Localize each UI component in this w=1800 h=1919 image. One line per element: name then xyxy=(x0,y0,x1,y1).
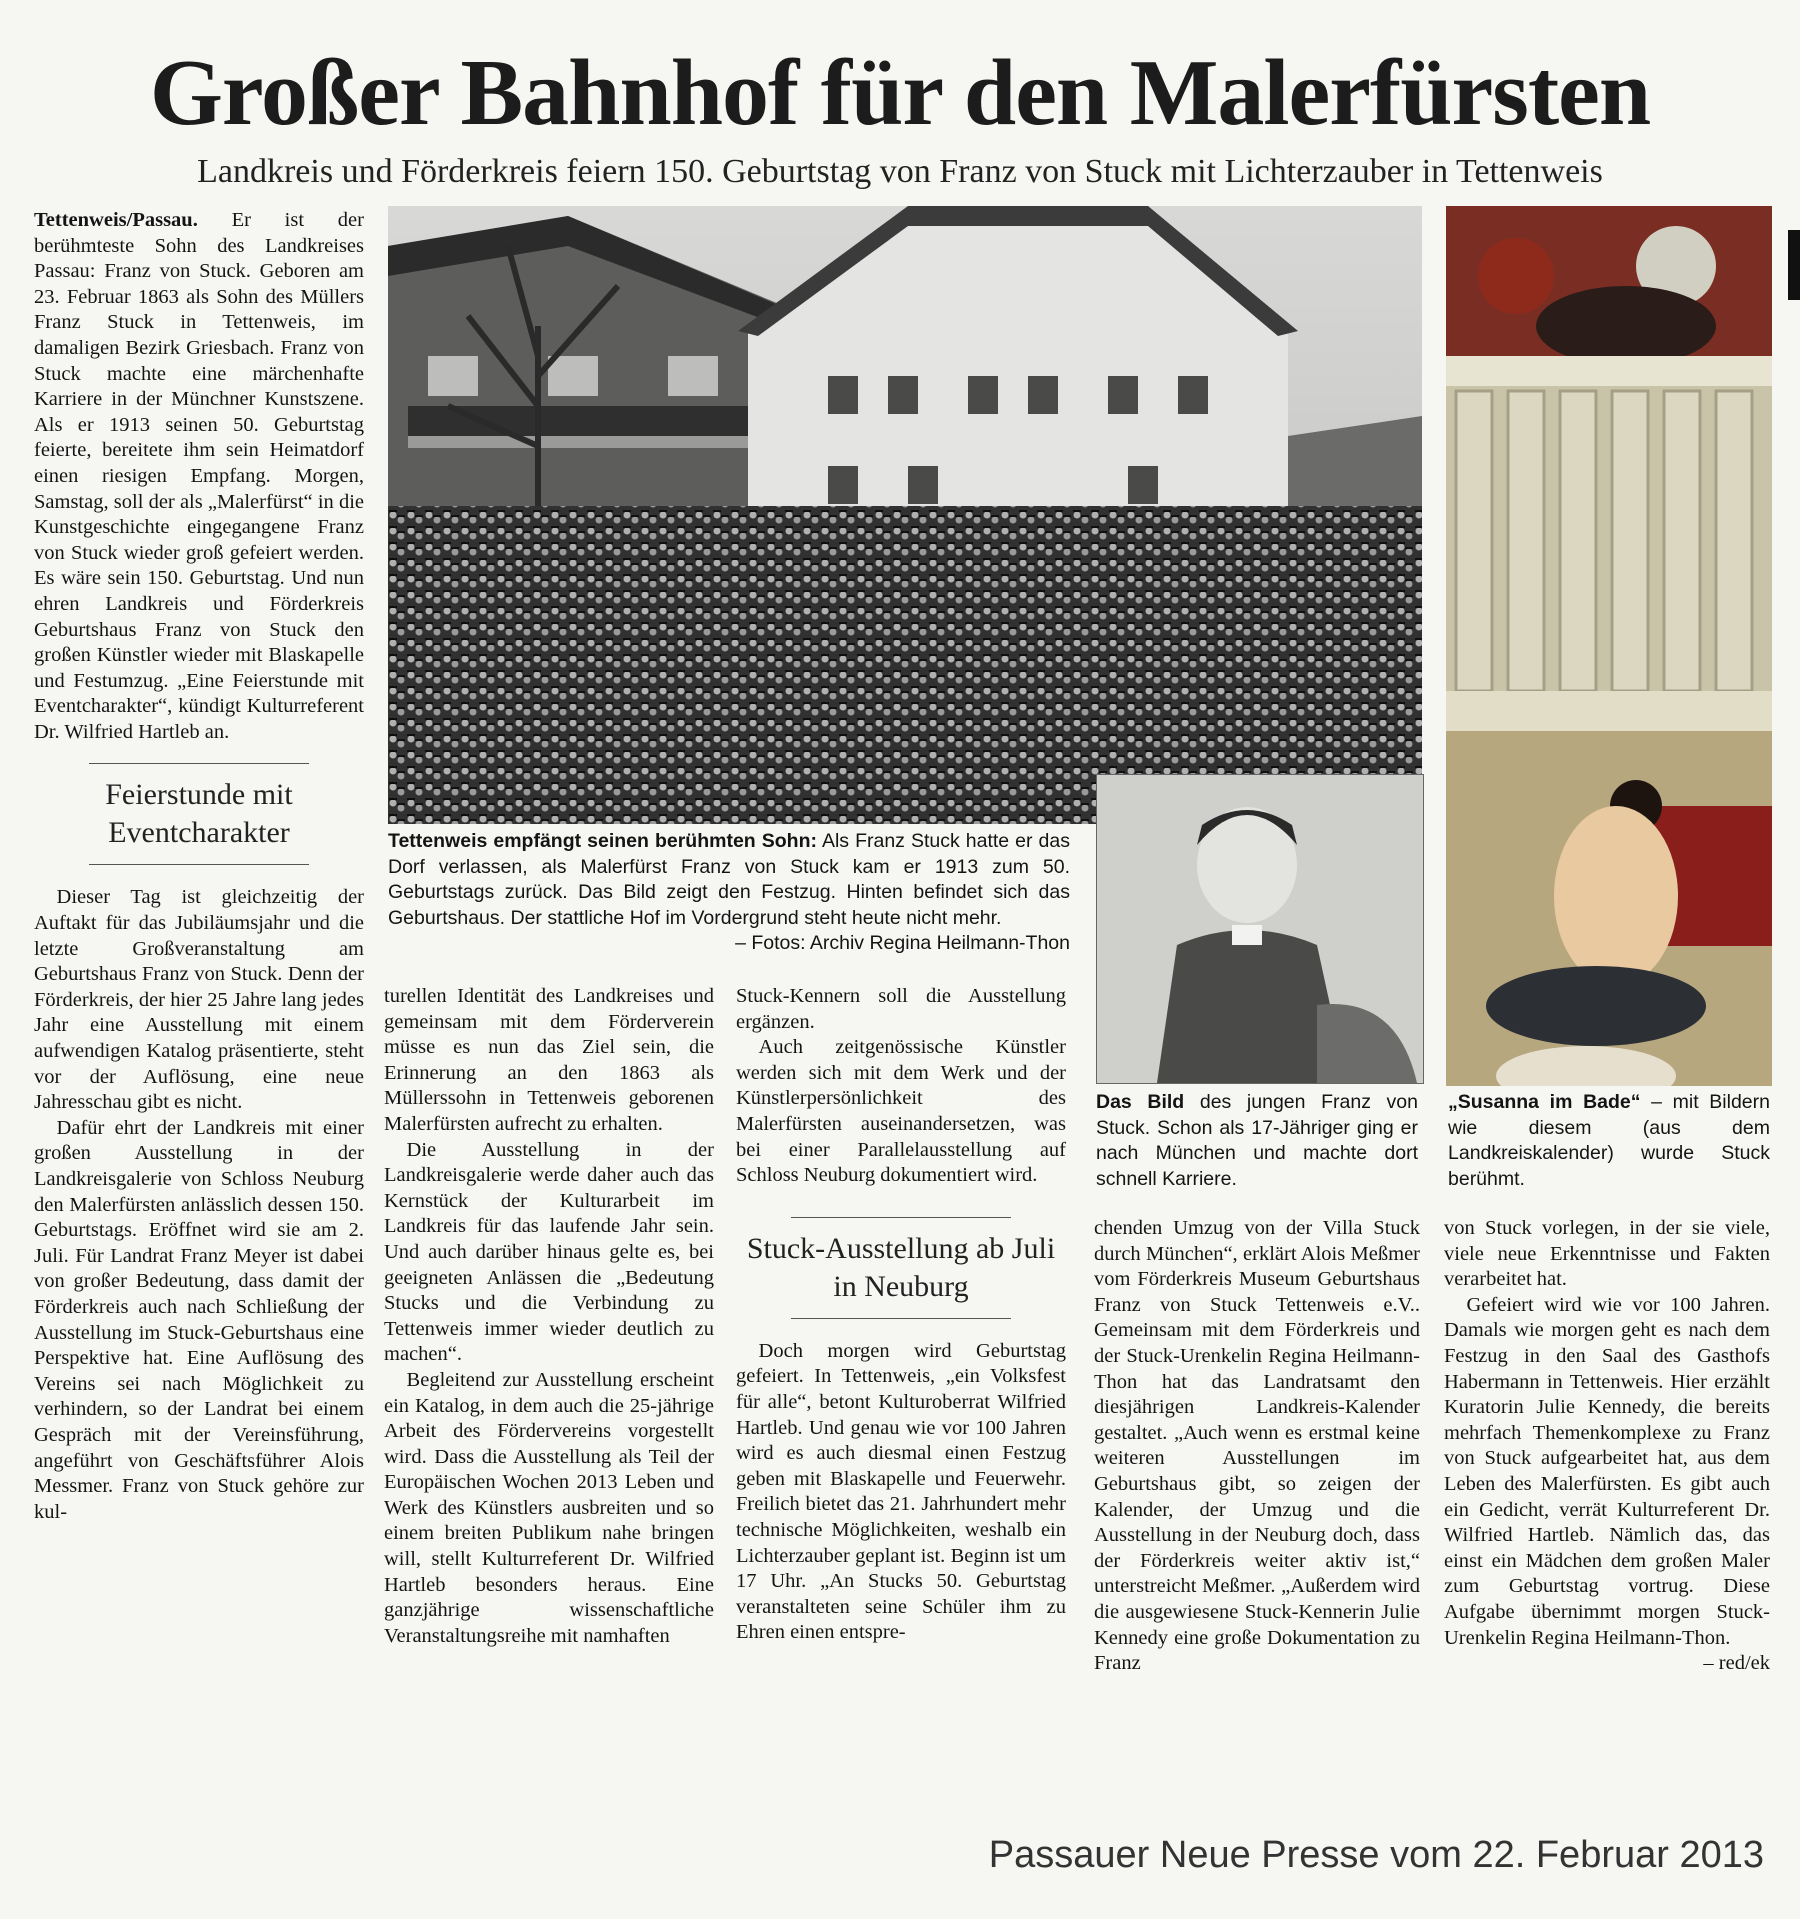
article-column-5 xyxy=(1444,1216,1770,1677)
subhead-stuck-ausstellung: Stuck-Ausstellung ab Juli in Neuburg xyxy=(746,1231,1056,1303)
subheadline: Landkreis und Förderkreis feiern 150. Geburtstag von Franz von Stuck mit Lichterzauber in Tettenweis xyxy=(197,153,1603,190)
article-column-2 xyxy=(384,984,714,1649)
article-column-3 xyxy=(736,984,1066,1646)
col1-paragraph-1: Dieser Tag ist gleichzeitig der Auftakt für das Jubiläumsjahr und die letzte Großveranstaltung am Geburtshaus Franz von Stuck. Denn der Förderkreis, der hier 25 Jahre lang jedes Jahr eine Ausstellung mit einem aufwendigen Katalog präsentierte, steht vor der Auflösung, eine neue Jahresschau gibt es nicht. xyxy=(34,886,364,1114)
col3-paragraph-1: Stuck-Kennern soll die Ausstellung ergänzen. xyxy=(736,985,1066,1033)
col5-paragraph-2: Gefeiert wird wie vor 100 Jahren. Damals wie morgen geht es nach dem Festzug in den Saal des Gasthofs Habermann in Tettenweis. Hier erzählt Kuratorin Julie Kennedy, die bereits mehrfach Themenkomplexe zu Franz von Stuck aufgearbeitet hat, aus dem Leben des Malerfürsten. Es gibt auch ein Gedicht, verrät Kulturreferent Dr. Wilfried Hartleb. Nämlich das, das einst ein Mädchen dem großen Maler zum Geburtstag vortrug. Diese Aufgabe übernimmt morgen Stuck-Urenkelin Regina Heilmann-Thon. xyxy=(1444,1293,1770,1649)
col2-paragraph-1: turellen Identität des Landkreises und gemeinsam mit dem Förderverein müsse es nun das Ziel sein, die Erinnerung an den 1863 als Müllerssohn in Tettenweis geborenen Malerfürsten aufrecht zu erhalten. xyxy=(384,985,714,1135)
caption-portrait-text: des jungen Franz von Stuck. Schon als 17-Jähriger ging er nach München und machte dort schnell Karriere. xyxy=(1096,1091,1418,1190)
col3-paragraph-3: Doch morgen wird Geburtstag gefeiert. In Tettenweis, „ein Volksfest für alle“, betont Kulturoberrat Wilfried Hartleb. Und genau wie vor 100 Jahren wird es auch diesmal einen Festzug geben mit Blaskapelle und Feuerwehr. Freilich bietet das 21. Jahrhundert mehr technische Möglichkeiten, weshalb ein Lichterzauber geplant ist. Beginn ist um 17 Uhr. „An Stucks 50. Geburtstag veranstalteten seine Schüler ihm zu Ehren einen entspre- xyxy=(736,1339,1066,1644)
photo-festzug-illustration xyxy=(388,206,1422,824)
dateline: Tettenweis/Passau. xyxy=(34,209,198,231)
author-signature: – red/ek xyxy=(1703,1652,1770,1675)
intro-text: Er ist der berühmteste Sohn des Landkreises Passau: Franz von Stuck. Geboren am 23. Februar 1863 als Sohn des Müllers Franz Stuck in Tettenweis, im damaligen Bezirk Griesbach. Franz von Stuck machte eine märchenhafte Karriere in der Münchner Kunstszene. Als er 1913 seinen 50. Geburtstag feierte, bereitete ihm sein Heimatdorf einen riesigen Empfang. Morgen, Samstag, soll der als „Malerfürst“ in die Kunstgeschichte eingegangene Franz von Stuck wieder groß gefeiert werden. Es wäre sein 150. Geburtstag. Und nun ehren Landkreis und Förderkreis Geburtshaus Franz von Stuck den großen Künstler wieder mit Blaskapelle und Festumzug. „Eine Feierstunde mit Eventcharakter“, kündigt Kulturreferent Dr. Wilfried Hartleb an. xyxy=(34,209,364,743)
caption-painting xyxy=(1448,1090,1770,1192)
col5-paragraph-1: von Stuck vorlegen, in der sie viele, viele neue Erkenntnisse und Fakten verarbeitet hat. xyxy=(1444,1217,1770,1291)
caption-portrait xyxy=(1096,1090,1418,1192)
painting-susanna-im-bade xyxy=(1446,206,1772,1086)
painting-illustration xyxy=(1446,206,1772,1086)
photo-festzug-1913 xyxy=(388,206,1422,824)
subhead-feierstunde: Feierstunde mit Eventcharakter xyxy=(105,778,293,850)
col2-paragraph-3: Begleitend zur Ausstellung erscheint ein Katalog, in dem auch die 25-jährige Arbeit des Fördervereins vorgestellt wird. Dass die Ausstellung als Teil der Europäischen Wochen 2013 Leben und Werk des Künstlers ausbreiten und so einem breiten Publikum nahe bringen will, stellt Kulturreferent Dr. Wilfried Hartleb besonders heraus. Eine ganzjährige wissenschaftliche Veranstaltungsreihe mit namhaften xyxy=(384,1368,714,1647)
scan-edge-mark xyxy=(1788,230,1800,300)
caption-main-text: Als Franz Stuck hatte er das Dorf verlassen, als Malerfürst Franz von Stuck kam er 1913 zum 50. Geburtstags zurück. Das Bild zeigt den Festzug. Hinten befindet sich das Geburtshaus. Der stattliche Hof im Vordergrund steht heute nicht mehr. xyxy=(388,830,1070,929)
caption-portrait-lead: Das Bild xyxy=(1096,1091,1185,1113)
article-column-4 xyxy=(1094,1216,1420,1677)
col1-paragraph-2: Dafür ehrt der Landkreis mit einer großen Ausstellung in der Landkreisgalerie von Schloss Neuburg den Malerfürsten anlässlich dessen 150. Geburtstags. Eröffnet wird sie am 2. Juli. Für Landrat Franz Meyer ist dabei von großer Bedeutung, dass damit der Förderkreis auch nach Schließung der Ausstellung im Stuck-Geburtshaus eine Perspektive hat. Eine Auflösung des Vereins sei nach Möglichkeit zu verhindern, so der Landrat bei einem Gespräch mit der Vereinsführung, angeführt von Geschäftsführer Alois Messmer. Franz von Stuck gehöre zur kul- xyxy=(34,1116,364,1523)
photo-credit: – Fotos: Archiv Regina Heilmann-Thon xyxy=(735,932,1070,955)
article-column-1 xyxy=(34,208,364,1525)
caption-painting-lead: „Susanna im Bade“ xyxy=(1448,1091,1641,1113)
article-intro xyxy=(34,208,364,745)
portrait-illustration xyxy=(1097,775,1423,1083)
photo-young-franz-von-stuck xyxy=(1096,774,1424,1084)
col2-paragraph-2: Die Ausstellung in der Landkreisgalerie werde daher auch das Kernstück der Kulturarbeit im Landkreis für das laufende Jahr sein. Und auch darüber hinaus gelte es, bei geeigneten Anlässen die „Bedeutung Stucks und die Verbindung zu Tettenweis immer wieder deutlich zu machen“. xyxy=(384,1138,714,1366)
col4-paragraph-1: chenden Umzug von der Villa Stuck durch München“, erklärt Alois Meßmer vom Förderkreis Museum Geburtshaus Franz von Stuck Tettenweis e.V.. Gemeinsam mit dem Förderkreis und der Stuck-Urenkelin Regina Heilmann-Thon hat das Landratsamt den diesjährigen Landkreis-Kalender gestaltet. „Auch wenn es erstmal keine weiteren Ausstellungen im Geburtshaus gibt, so zeigen der Kalender, der Umzug und die Ausstellung in der Neuburg doch, dass der Förderkreis weiter aktiv ist,“ unterstreicht Meßmer. „Außerdem wird die ausgewiesene Stuck-Kennerin Julie Kennedy eine große Dokumentation zu Franz xyxy=(1094,1217,1420,1675)
caption-painting-text: – mit Bildern wie diesem (aus dem Landkreiskalender) wurde Stuck berühmt. xyxy=(1448,1091,1770,1190)
col3-paragraph-2: Auch zeitgenössische Künstler werden sich mit dem Werk und der Künstlerpersönlichkeit des Malerfürsten auseinandersetzen, was bei einer Parallelausstellung auf Schloss Neuburg dokumentiert wird. xyxy=(736,1036,1066,1187)
caption-main-photo xyxy=(388,829,1070,957)
headline: Großer Bahnhof für den Malerfürsten xyxy=(149,41,1651,145)
caption-main-lead: Tettenweis empfängt seinen berühmten Sohn: xyxy=(388,830,817,852)
source-footer: Passauer Neue Presse vom 22. Februar 2013 xyxy=(988,1834,1764,1876)
